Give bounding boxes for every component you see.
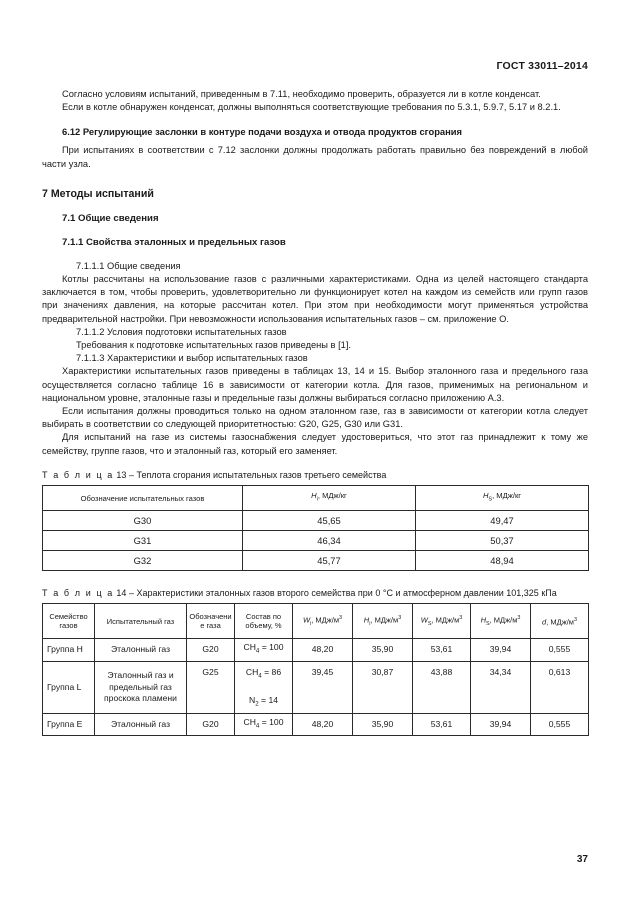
symbol-h-i: H	[311, 491, 317, 501]
symbol-w: W	[302, 615, 311, 625]
cell-ws: 53,61	[413, 639, 471, 661]
subscript-4: 4	[255, 722, 260, 730]
formula-ch: CH	[245, 666, 259, 677]
cell-wi: 48,20	[293, 714, 353, 736]
cell-hs: 50,37	[416, 530, 589, 550]
cell-wi: 48,20	[293, 639, 353, 661]
formula-n: N	[248, 694, 256, 705]
composition-value-2: = 14	[258, 694, 279, 705]
table-13	[42, 485, 589, 571]
symbol-h-s: H	[482, 491, 489, 501]
paragraph-dampers: При испытаниях в соответствии с 7.12 заслонки должны продолжать работать правильно без повреждений в любой части узла.	[42, 145, 588, 169]
paragraph-preparation-requirements: Требования к подготовке испытательных газов приведены в [1].	[76, 340, 352, 351]
table-14-header-ws	[413, 604, 471, 639]
cell-designation: G20	[187, 639, 235, 661]
cell-wi: 39,45	[293, 661, 353, 713]
cell-ws: 53,61	[413, 714, 471, 736]
cell-hi: 45,65	[243, 510, 416, 530]
paragraph-network-gas: Для испытаний на газе из системы газоснабжения следует удостовериться, что этот газ принадлежит к тому же семейству, группе газов, что и эталонный газ, который его заменяет.	[42, 432, 588, 456]
cell-hi: 35,90	[353, 714, 413, 736]
table-14-header-hs	[471, 604, 531, 639]
cell-hi: 45,77	[243, 550, 416, 570]
unit-mj-kg: , МДж/кг	[317, 491, 347, 501]
cell-family: Группа L	[43, 661, 95, 713]
cell-designation: G25	[187, 661, 235, 713]
cell-composition	[235, 714, 293, 736]
paragraph-boilers-gases: Котлы рассчитаны на использование газов с различными характеристиками. Одна из целей настоящего стандарта заключается в том, чтобы проверить, удовлетворительно ли функционирует котел на каждом из семейств или групп газов при значениях давления, на которые рассчитан котел. При этом при необходимости могут применяться устройства предварительной настройки. При невозможности использования испытательных газов – см. приложение О.	[42, 274, 588, 324]
composition-value: = 86	[261, 666, 282, 677]
cell-hi: 46,34	[243, 530, 416, 550]
exponent-3: 3	[398, 614, 402, 621]
table-14-caption-number: 14	[116, 587, 127, 598]
table-14-header-designation: Обозначение газа	[187, 604, 235, 639]
table-row	[43, 714, 589, 736]
table-14-caption-label: Т а б л и ц а	[42, 587, 114, 598]
cell-family: Группа H	[43, 639, 95, 661]
table-13-caption	[42, 469, 588, 482]
subscript-i: i	[316, 496, 318, 503]
cell-hs: 39,94	[471, 714, 531, 736]
cell-designation: G20	[187, 714, 235, 736]
subscript-4: 4	[258, 672, 262, 680]
subscript-s: S	[427, 620, 432, 627]
paragraph-condensate-check: Согласно условиям испытаний, приведенным в 7.11, необходимо проверить, образуется ли в котле конденсат.	[62, 89, 541, 99]
standard-header: ГОСТ 33011–2014	[496, 60, 588, 72]
table-row	[43, 661, 589, 713]
table-13-header-gas-designation: Обозначение испытательных газов	[43, 486, 243, 511]
cell-test-gas: Эталонный газ	[95, 639, 187, 661]
heading-6-12: 6.12 Регулирующие заслонки в контуре подачи воздуха и отвода продуктов сгорания	[62, 126, 463, 138]
table-13-caption-label: Т а б л и ц а	[42, 469, 114, 480]
table-14-header-wi	[293, 604, 353, 639]
table-14-header-row	[43, 604, 589, 639]
cell-ws: 43,88	[413, 661, 471, 713]
unit-mj-m3: , МДж/м	[431, 615, 460, 625]
table-13-caption-number: 13	[116, 469, 127, 480]
exponent-3: 3	[339, 614, 343, 621]
page-number: 37	[576, 854, 588, 865]
unit-mj-m3: , МДж/м	[489, 615, 518, 625]
paragraph-gas-characteristics: Характеристики испытательных газов приведены в таблицах 13, 14 и 15. Выбор эталонного газа и предельного газа осуществляется согласно таблице 16 в зависимости от категории котла. Для газов, применимых на региональном и национальном уровне, эталонные газы и предельные газы должны выбираться согласно приложению А.3.	[42, 366, 588, 403]
symbol-h: H	[363, 615, 370, 625]
table-13-header-row	[43, 486, 589, 511]
subscript-s: S	[486, 620, 490, 627]
subscript-s: S	[488, 496, 493, 503]
heading-7-1-1-3-characteristics: 7.1.1.3 Характеристики и выбор испытательных газов	[76, 353, 308, 364]
heading-7-test-methods: 7 Методы испытаний	[42, 187, 154, 200]
unit-mj-m3: , МДж/м	[546, 617, 574, 627]
exponent-3: 3	[459, 614, 463, 621]
table-13-header-hs	[416, 486, 589, 511]
cell-composition	[235, 661, 293, 713]
table-14-header-composition: Состав по объему, %	[235, 604, 293, 639]
cell-hs: 48,94	[416, 550, 589, 570]
page-content	[42, 88, 588, 736]
table-14-header-d	[531, 604, 589, 639]
formula-ch: CH	[243, 642, 256, 653]
cell-hs: 34,34	[471, 661, 531, 713]
cell-test-gas: Эталонный газ и предельный газ проскока пламени	[95, 661, 187, 713]
table-row	[43, 550, 589, 570]
heading-7-1-1-1-general: 7.1.1.1 Общие сведения	[76, 260, 181, 271]
symbol-d: d	[542, 617, 547, 627]
composition-value: = 100	[259, 717, 284, 728]
cell-gas: G32	[43, 550, 243, 570]
table-13-header-hi	[243, 486, 416, 511]
unit-mj-kg: , МДж/кг	[492, 491, 522, 501]
paragraph-condensate-requirements: Если в котле обнаружен конденсат, должны выполняться соответствующие требования по 5.3.1, 5.9.7, 5.17 и 8.2.1.	[62, 102, 561, 113]
subscript-2: 2	[255, 700, 259, 708]
cell-hs: 49,47	[416, 510, 589, 530]
unit-mj-m3: , МДж/м	[370, 615, 399, 625]
heading-7-1-1-2-conditions: 7.1.1.2 Условия подготовки испытательных газов	[76, 326, 287, 337]
table-row	[43, 639, 589, 661]
cell-hs: 39,94	[471, 639, 531, 661]
cell-family: Группа E	[43, 714, 95, 736]
cell-d: 0,613	[531, 661, 589, 713]
paragraph-single-reference-gas: Если испытания должны проводиться только на одном эталонном газе, газ в зависимости от категории котла следует выбирать в соответствии со следующей приоритетностью: G20, G25, G30 или G31.	[42, 406, 588, 430]
symbol-w: W	[420, 615, 428, 625]
cell-d: 0,555	[531, 639, 589, 661]
table-14-header-family: Семейство газов	[43, 604, 95, 639]
composition-value: = 100	[259, 642, 284, 653]
cell-hi: 35,90	[353, 639, 413, 661]
table-14-caption	[42, 587, 588, 600]
cell-composition	[235, 639, 293, 661]
table-14-header-test-gas: Испытательный газ	[95, 604, 187, 639]
table-row	[43, 530, 589, 550]
symbol-h: H	[480, 615, 487, 625]
table-14	[42, 603, 589, 736]
table-row	[43, 510, 589, 530]
heading-7-1-1-properties: 7.1.1 Свойства эталонных и предельных газов	[62, 236, 286, 248]
subscript-i: i	[310, 620, 312, 627]
table-14-header-hi	[353, 604, 413, 639]
unit-mj-m3: , МДж/м	[311, 615, 340, 625]
table-14-caption-text: – Характеристики эталонных газов второго семейства при 0 °С и атмосферном давлении 101,325 кПа	[128, 587, 557, 598]
subscript-i: i	[369, 620, 371, 627]
cell-gas: G31	[43, 530, 243, 550]
exponent-3: 3	[517, 614, 521, 621]
cell-gas: G30	[43, 510, 243, 530]
exponent-3: 3	[573, 616, 577, 623]
cell-hi: 30,87	[353, 661, 413, 713]
subscript-4: 4	[255, 648, 260, 656]
table-13-caption-text: – Теплота сгорания испытательных газов третьего семейства	[128, 469, 387, 480]
formula-ch: CH	[243, 717, 256, 728]
heading-7-1-general: 7.1 Общие сведения	[62, 212, 159, 224]
cell-d: 0,555	[531, 714, 589, 736]
cell-test-gas: Эталонный газ	[95, 714, 187, 736]
